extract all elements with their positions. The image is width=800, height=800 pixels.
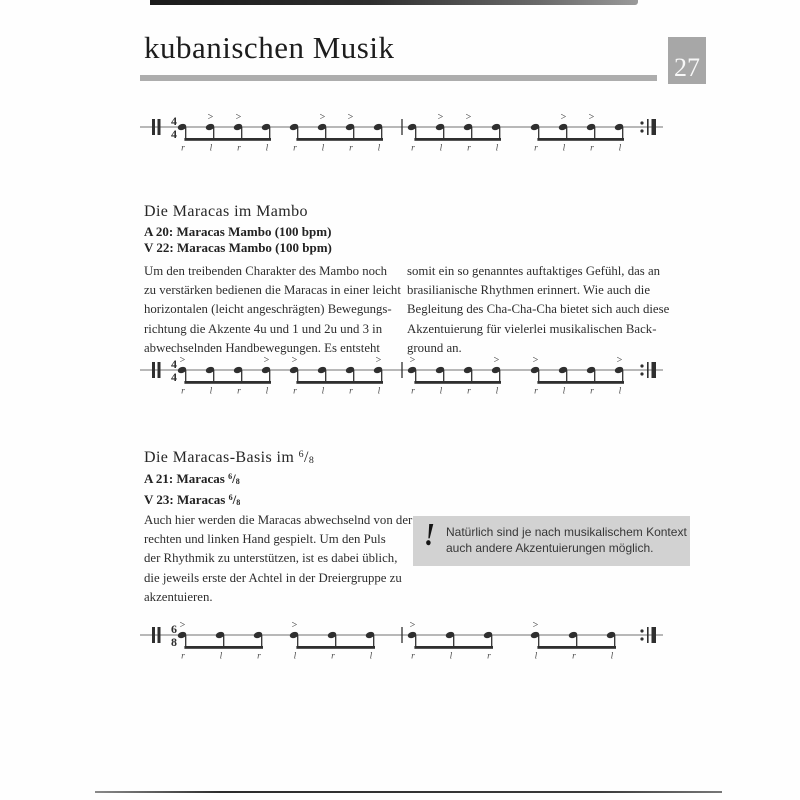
svg-text:>: >	[532, 355, 539, 366]
svg-text:>: >	[532, 620, 539, 631]
svg-text:l: l	[219, 651, 223, 662]
svg-text:8: 8	[171, 635, 177, 649]
note-text: Natürlich sind je nach musikalischem Kontext auch andere Akzentuierungen möglich.	[446, 525, 687, 555]
rhythm-staff	[112, 112, 695, 158]
svg-text:l: l	[449, 651, 453, 662]
exclamation-icon: !	[424, 517, 435, 554]
body-text-left-column-1: Um den treibenden Charakter des Mambo noch zu verstärken bedienen die Maracas in einer leicht horizontalen (leicht angeschrägten) Bewegungs- richtung die Akzente 4u und 1 und 2u und 3 in abwechselnden Handbewegungen. Es entsteht	[144, 264, 401, 355]
rhythm-staff	[112, 620, 695, 666]
svg-text:l: l	[265, 143, 269, 154]
svg-text:r: r	[534, 386, 538, 397]
rhythm-staff	[112, 355, 695, 401]
svg-text:l: l	[293, 651, 297, 662]
svg-text:>: >	[347, 112, 354, 123]
svg-text:l: l	[265, 386, 269, 397]
svg-text:6: 6	[171, 622, 177, 636]
svg-text:>: >	[291, 355, 298, 366]
svg-text:>: >	[207, 112, 214, 123]
svg-text:>: >	[375, 355, 382, 366]
svg-text:l: l	[377, 143, 381, 154]
svg-text:r: r	[237, 143, 241, 154]
svg-text:>: >	[263, 355, 270, 366]
svg-text:l: l	[534, 651, 538, 662]
svg-text:l: l	[495, 386, 499, 397]
svg-text:r: r	[534, 143, 538, 154]
svg-text:r: r	[331, 651, 335, 662]
svg-text:>: >	[179, 355, 186, 366]
svg-text:>: >	[560, 112, 567, 123]
svg-text:l: l	[618, 143, 622, 154]
svg-text:r: r	[349, 143, 353, 154]
svg-text:r: r	[590, 386, 594, 397]
svg-text:r: r	[467, 386, 471, 397]
body-text-right-column-1: somit ein so genanntes auftaktiges Gefühl, das an brasilianische Rhythmen erinnert. Wie auch die Begleitung des Cha-Cha-Cha bietet sich auch diese Akzentuierung für vielerlei musikalischen Back- ground an.	[407, 264, 670, 355]
svg-text:l: l	[562, 143, 566, 154]
svg-text:>: >	[235, 112, 242, 123]
svg-text:l: l	[321, 143, 325, 154]
svg-text:>: >	[319, 112, 326, 123]
svg-text:r: r	[237, 386, 241, 397]
page-title: kubanischen Musik	[144, 30, 395, 65]
svg-text:>: >	[616, 355, 623, 366]
svg-text:r: r	[590, 143, 594, 154]
svg-text:l: l	[321, 386, 325, 397]
svg-text:l: l	[439, 143, 443, 154]
svg-text:l: l	[377, 386, 381, 397]
svg-text:r: r	[349, 386, 353, 397]
svg-text:r: r	[257, 651, 261, 662]
svg-text:>: >	[465, 112, 472, 123]
svg-text:l: l	[562, 386, 566, 397]
rhythm-notation-mambo	[112, 112, 695, 158]
svg-text:l: l	[369, 651, 373, 662]
note-box	[413, 516, 690, 566]
svg-text:r: r	[411, 386, 415, 397]
svg-text:4: 4	[171, 370, 177, 384]
svg-text:>: >	[437, 112, 444, 123]
svg-text:l: l	[439, 386, 443, 397]
svg-text:r: r	[411, 143, 415, 154]
svg-text:l: l	[610, 651, 614, 662]
svg-text:l: l	[618, 386, 622, 397]
body-text-left-column-2: Auch hier werden die Maracas abwechselnd von der rechten und linken Hand gespielt. Um den Puls der Rhythmik zu unterstützen, ist es dabei üblich, die jeweils erste der Achtel in der Dreiergruppe zu akzentuieren.	[144, 513, 413, 604]
svg-text:>: >	[291, 620, 298, 631]
svg-text:>: >	[409, 620, 416, 631]
svg-text:r: r	[181, 386, 185, 397]
rhythm-notation-mambo-variant	[112, 355, 695, 401]
svg-text:4: 4	[171, 127, 177, 141]
svg-text:r: r	[572, 651, 576, 662]
svg-text:r: r	[487, 651, 491, 662]
svg-text:r: r	[181, 143, 185, 154]
scan-artifact-bottom	[95, 791, 722, 793]
svg-text:>: >	[588, 112, 595, 123]
svg-text:4: 4	[171, 114, 177, 128]
svg-text:l: l	[209, 386, 213, 397]
scan-artifact-top	[150, 0, 638, 5]
svg-text:>: >	[493, 355, 500, 366]
rhythm-notation-six-eight	[112, 620, 695, 666]
svg-text:>: >	[179, 620, 186, 631]
svg-text:r: r	[411, 651, 415, 662]
svg-text:l: l	[209, 143, 213, 154]
svg-text:r: r	[293, 143, 297, 154]
page-number-badge	[668, 37, 706, 84]
svg-text:r: r	[467, 143, 471, 154]
svg-text:l: l	[495, 143, 499, 154]
svg-text:r: r	[181, 651, 185, 662]
section-heading-mambo: Die Maracas im Mambo	[144, 203, 308, 220]
audio-track-labels-mambo: A 20: Maracas Mambo (100 bpm) V 22: Maracas Mambo (100 bpm)	[144, 224, 332, 255]
svg-text:4: 4	[171, 357, 177, 371]
section-heading-six-eight: Die Maracas-Basis im $^6/_8$	[144, 449, 315, 466]
svg-text:>: >	[409, 355, 416, 366]
audio-track-labels-six-eight: A 21: Maracas $^6/_8$ V 23: Maracas $^6/_8$	[144, 471, 241, 507]
page-number: 27	[674, 53, 700, 82]
svg-text:r: r	[293, 386, 297, 397]
title-rule	[140, 75, 657, 81]
